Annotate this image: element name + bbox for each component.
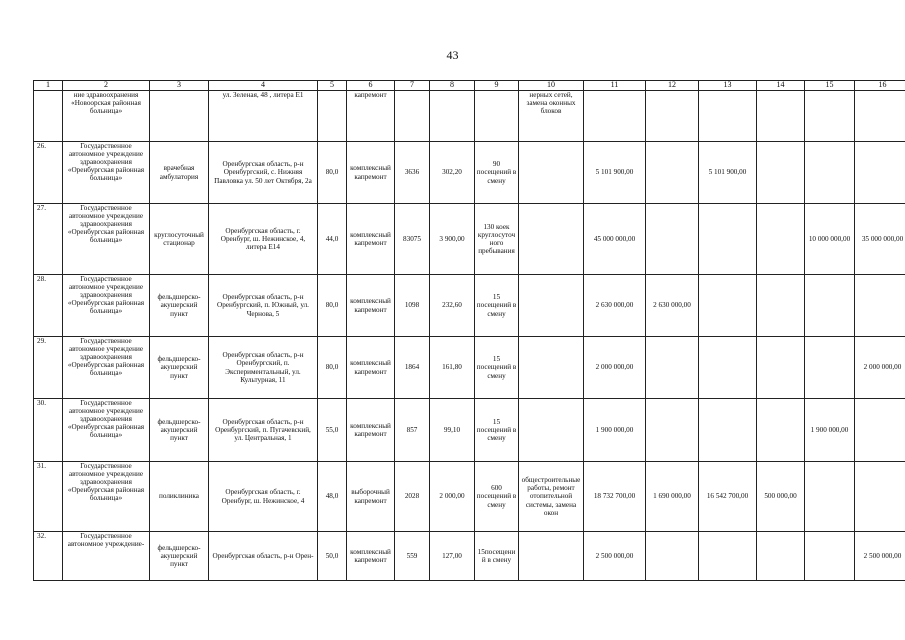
cell-col8: 99,10 <box>430 399 475 462</box>
cell-address: Оренбургская область, р-н Оренбургский, п. Пугачевский, ул. Центральная, 1 <box>209 399 318 462</box>
column-header: 4 <box>209 81 318 91</box>
cell-num: 31. <box>34 462 63 532</box>
column-header: 14 <box>757 81 805 91</box>
cell-work-type: комплексный капремонт <box>347 399 395 462</box>
column-header: 12 <box>646 81 699 91</box>
cell-note <box>519 399 584 462</box>
cell-total: 2 500 000,00 <box>584 532 646 581</box>
cell-area: 50,0 <box>318 532 347 581</box>
cell-note: общестроительные работы, ремонт отопительной системы, замена окон <box>519 462 584 532</box>
cell-col15 <box>805 91 855 142</box>
column-header: 8 <box>430 81 475 91</box>
cell-address: Оренбургская область, р-н Оренбургский, с. Нижняя Павловка ул. 50 лет Октября, 2а <box>209 142 318 204</box>
cell-work-type: комплексный капремонт <box>347 275 395 337</box>
cell-col14 <box>757 204 805 275</box>
page-number: 43 <box>446 48 459 62</box>
table-row <box>34 399 905 462</box>
cell-num: 32. <box>34 532 63 581</box>
cell-capacity: 15 посещений в смену <box>475 275 519 337</box>
cell-note <box>519 337 584 399</box>
cell-col12 <box>646 91 699 142</box>
cell-col16 <box>855 462 905 532</box>
cell-type: поликлиника <box>150 462 209 532</box>
cell-col12 <box>646 142 699 204</box>
cell-col13 <box>699 532 757 581</box>
cell-work-type: комплексный капремонт <box>347 532 395 581</box>
cell-col8: 2 000,00 <box>430 462 475 532</box>
cell-type: фельдшерско-акушерский пункт <box>150 532 209 581</box>
cell-col15: 1 900 000,00 <box>805 399 855 462</box>
cell-col16: 2 000 000,00 <box>855 337 905 399</box>
cell-address: Оренбургская область, г. Оренбург, ш. Нежинское, 4 <box>209 462 318 532</box>
cell-col14 <box>757 399 805 462</box>
cell-col12 <box>646 532 699 581</box>
cell-col16: 35 000 000,00 <box>855 204 905 275</box>
column-header: 7 <box>395 81 430 91</box>
cell-col12: 2 630 000,00 <box>646 275 699 337</box>
cell-type: врачебная амбулатория <box>150 142 209 204</box>
cell-work-type: капремонт <box>347 91 395 142</box>
cell-work-type: комплексный капремонт <box>347 142 395 204</box>
table-row <box>34 532 905 581</box>
cell-col16 <box>855 142 905 204</box>
table-row <box>34 462 905 532</box>
cell-capacity: 130 коек круглосуточного пребывания <box>475 204 519 275</box>
cell-col15 <box>805 337 855 399</box>
cell-col13 <box>699 399 757 462</box>
cell-capacity: 15посещений в смену <box>475 532 519 581</box>
cell-col16: 2 500 000,00 <box>855 532 905 581</box>
cell-institution: ние здравоохранения «Новоорская районная больница» <box>63 91 150 142</box>
cell-capacity: 15 посещений в смену <box>475 337 519 399</box>
cell-institution: Государственное автономное учреждение здравоохранения «Оренбургская районная больница» <box>63 399 150 462</box>
cell-col7: 1864 <box>395 337 430 399</box>
cell-col12 <box>646 399 699 462</box>
cell-num <box>34 91 63 142</box>
cell-col8: 302,20 <box>430 142 475 204</box>
cell-note <box>519 275 584 337</box>
cell-address: Оренбургская область, г. Оренбург, ш. Нежинское, 4, литера Е14 <box>209 204 318 275</box>
cell-note <box>519 532 584 581</box>
cell-num: 29. <box>34 337 63 399</box>
cell-institution: Государственное автономное учреждение здравоохранения «Оренбургская районная больница» <box>63 204 150 275</box>
cell-area: 80,0 <box>318 142 347 204</box>
column-number-row <box>34 81 905 91</box>
cell-col8: 127,00 <box>430 532 475 581</box>
cell-col15 <box>805 275 855 337</box>
cell-institution: Государственное автономное учреждение здравоохранения «Оренбургская районная больница» <box>63 337 150 399</box>
cell-total: 1 900 000,00 <box>584 399 646 462</box>
cell-col7: 3636 <box>395 142 430 204</box>
cell-col8: 3 900,00 <box>430 204 475 275</box>
cell-address: Оренбургская область, р-н Орен- <box>209 532 318 581</box>
cell-total: 45 000 000,00 <box>584 204 646 275</box>
cell-capacity: 90 посещений в смену <box>475 142 519 204</box>
cell-col8: 232,60 <box>430 275 475 337</box>
cell-col15 <box>805 142 855 204</box>
cell-type: фельдшерско-акушерский пункт <box>150 275 209 337</box>
cell-area: 44,0 <box>318 204 347 275</box>
cell-total: 2 630 000,00 <box>584 275 646 337</box>
cell-note: нерных сетей, замена оконных блоков <box>519 91 584 142</box>
cell-col13 <box>699 275 757 337</box>
column-header: 15 <box>805 81 855 91</box>
cell-col7: 83075 <box>395 204 430 275</box>
cell-address: Оренбургская область, р-н Оренбургский, п. Экспериментальный, ул. Культурная, 11 <box>209 337 318 399</box>
cell-institution: Государственное автономное учреждение здравоохранения «Оренбургская районная больница» <box>63 142 150 204</box>
cell-col15: 10 000 000,00 <box>805 204 855 275</box>
cell-col14: 500 000,00 <box>757 462 805 532</box>
cell-num: 30. <box>34 399 63 462</box>
table-row <box>34 142 905 204</box>
cell-area: 80,0 <box>318 337 347 399</box>
cell-total: 2 000 000,00 <box>584 337 646 399</box>
cell-col12: 1 690 000,00 <box>646 462 699 532</box>
table-row <box>34 337 905 399</box>
column-header: 11 <box>584 81 646 91</box>
table-row <box>34 204 905 275</box>
cell-institution: Государственное автономное учреждение здравоохранения «Оренбургская районная больница» <box>63 275 150 337</box>
cell-type <box>150 91 209 142</box>
cell-col16 <box>855 275 905 337</box>
cell-col7: 1098 <box>395 275 430 337</box>
cell-total: 18 732 700,00 <box>584 462 646 532</box>
cell-note <box>519 204 584 275</box>
column-header: 16 <box>855 81 905 91</box>
column-header: 9 <box>475 81 519 91</box>
cell-col7: 857 <box>395 399 430 462</box>
cell-address: Оренбургская область, р-н Оренбургский, п. Южный, ул. Чернова, 5 <box>209 275 318 337</box>
cell-col14 <box>757 142 805 204</box>
table-row <box>34 275 905 337</box>
column-header: 5 <box>318 81 347 91</box>
cell-col16 <box>855 399 905 462</box>
column-header: 6 <box>347 81 395 91</box>
cell-col13 <box>699 91 757 142</box>
cell-col13 <box>699 337 757 399</box>
cell-total: 5 101 900,00 <box>584 142 646 204</box>
table-row-continued <box>34 91 905 142</box>
cell-col7: 559 <box>395 532 430 581</box>
cell-col12 <box>646 204 699 275</box>
cell-col16 <box>855 91 905 142</box>
cell-col7: 2028 <box>395 462 430 532</box>
cell-address: ул. Зеленая, 48 , литера Е1 <box>209 91 318 142</box>
cell-work-type: комплексный капремонт <box>347 337 395 399</box>
cell-work-type: выборочный капремонт <box>347 462 395 532</box>
column-header: 10 <box>519 81 584 91</box>
cell-type: круглосуточный стационар <box>150 204 209 275</box>
cell-area: 55,0 <box>318 399 347 462</box>
cell-col8 <box>430 91 475 142</box>
cell-capacity: 15 посещений в смену <box>475 399 519 462</box>
column-header: 1 <box>34 81 63 91</box>
cell-col13: 16 542 700,00 <box>699 462 757 532</box>
column-header: 13 <box>699 81 757 91</box>
cell-total <box>584 91 646 142</box>
cell-col14 <box>757 532 805 581</box>
cell-col15 <box>805 462 855 532</box>
cell-work-type: комплексный капремонт <box>347 204 395 275</box>
cell-col14 <box>757 275 805 337</box>
cell-area <box>318 91 347 142</box>
cell-col14 <box>757 91 805 142</box>
cell-type: фельдшерско-акушерский пункт <box>150 337 209 399</box>
cell-col13 <box>699 204 757 275</box>
column-header: 2 <box>63 81 150 91</box>
cell-area: 48,0 <box>318 462 347 532</box>
cell-area: 80,0 <box>318 275 347 337</box>
capital-repair-table <box>33 80 905 581</box>
cell-col7 <box>395 91 430 142</box>
cell-col12 <box>646 337 699 399</box>
cell-num: 26. <box>34 142 63 204</box>
cell-type: фельдшерско-акушерский пункт <box>150 399 209 462</box>
cell-col14 <box>757 337 805 399</box>
cell-institution: Государственное автономное учреждение- <box>63 532 150 581</box>
cell-col13: 5 101 900,00 <box>699 142 757 204</box>
cell-capacity: 600 посещений в смену <box>475 462 519 532</box>
cell-num: 27. <box>34 204 63 275</box>
cell-col8: 161,80 <box>430 337 475 399</box>
column-header: 3 <box>150 81 209 91</box>
cell-institution: Государственное автономное учреждение здравоохранения «Оренбургская районная больница» <box>63 462 150 532</box>
cell-col15 <box>805 532 855 581</box>
cell-note <box>519 142 584 204</box>
cell-num: 28. <box>34 275 63 337</box>
cell-capacity <box>475 91 519 142</box>
